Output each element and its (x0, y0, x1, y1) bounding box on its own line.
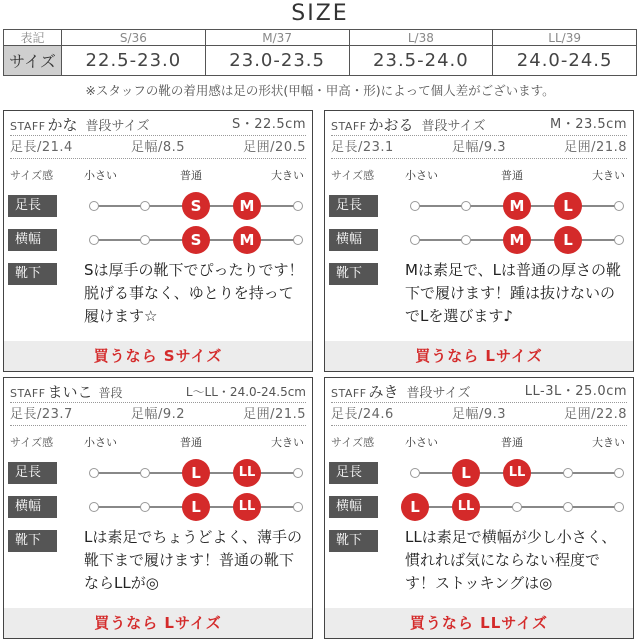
scale-tick (461, 201, 471, 211)
regular-size-value: L～LL・24.0-24.5cm (185, 385, 306, 399)
foot-width: 足幅/9.3 (451, 407, 507, 422)
scale-tick (293, 468, 303, 478)
fit-note: ※スタッフの靴の着用感は足の形状(甲幅・甲高・形)によって個人差がございます。 (85, 83, 555, 98)
scale-tick (614, 468, 624, 478)
size-marker: LL (503, 459, 531, 487)
scale-tick (461, 235, 471, 245)
socks-row-label: 靴下 (329, 530, 378, 552)
scale-small-label: 小さい (405, 169, 438, 182)
size-cell: 22.5-23.0 (62, 46, 206, 76)
scale-tick (140, 502, 150, 512)
scale-tick (89, 235, 99, 245)
width-fit-track (410, 498, 619, 516)
scale-small-label: 小さい (405, 436, 438, 449)
foot-length: 足長/21.4 (10, 140, 73, 155)
staff-name: かな (47, 116, 78, 134)
width-fit-track (94, 498, 298, 516)
regular-size-value: S・22.5cm (231, 117, 306, 132)
foot-girth: 足囲/21.5 (243, 407, 306, 422)
width-fit-track (94, 231, 298, 249)
header-cell: S/36 (62, 30, 206, 46)
fit-label: サイズ感 (331, 169, 375, 182)
fit-scale-header (10, 165, 306, 185)
scale-tick (293, 201, 303, 211)
scale-standard-label: 普通 (180, 169, 202, 182)
foot-length: 足長/23.1 (331, 140, 394, 155)
size-marker: L (452, 459, 480, 487)
width-fit-track (415, 231, 619, 249)
socks-row-label: 靴下 (8, 530, 57, 552)
regular-size-label: 普段サイズ (406, 386, 471, 401)
scale-small-label: 小さい (84, 436, 117, 449)
foot-length: 足長/23.7 (10, 407, 73, 422)
scale-large-label: 大きい (592, 436, 625, 449)
scale-tick (614, 235, 624, 245)
socks-row-label: 靴下 (329, 263, 378, 285)
size-marker: M (503, 226, 531, 254)
fit-label: サイズ感 (10, 169, 54, 182)
size-marker: L (182, 493, 210, 521)
foot-width: 足幅/8.5 (130, 140, 186, 155)
regular-size-value: M・23.5cm (550, 117, 627, 132)
header-cell: M/37 (205, 30, 349, 46)
staff-header (331, 381, 627, 403)
scale-tick (89, 201, 99, 211)
length-fit-track (94, 197, 298, 215)
staff-card (324, 110, 634, 372)
regular-size-value: LL-3L・25.0cm (524, 384, 627, 399)
scale-tick (614, 502, 624, 512)
fit-scale-header (331, 165, 627, 185)
scale-standard-label: 普通 (501, 436, 523, 449)
scale-tick (89, 502, 99, 512)
scale-tick (563, 468, 573, 478)
length-row-label: 足長 (329, 195, 378, 217)
staff-name: かおる (368, 116, 414, 134)
scale-large-label: 大きい (592, 169, 625, 182)
scale-tick (614, 201, 624, 211)
length-fit-track (415, 464, 619, 482)
size-cell: 23.5-24.0 (349, 46, 493, 76)
foot-width: 足幅/9.3 (451, 140, 507, 155)
length-fit-track (94, 464, 298, 482)
size-table (3, 29, 637, 76)
fit-scale-header (331, 432, 627, 452)
scale-standard-label: 普通 (501, 169, 523, 182)
foot-girth: 足囲/20.5 (243, 140, 306, 155)
scale-tick (293, 502, 303, 512)
scale-tick (563, 502, 573, 512)
staff-card (3, 377, 313, 639)
scale-large-label: 大きい (271, 169, 304, 182)
foot-girth: 足囲/21.8 (564, 140, 627, 155)
staff-label: STAFF (331, 120, 367, 133)
staff-name: みき (368, 383, 399, 401)
staff-card (324, 377, 634, 639)
foot-measurements (10, 404, 306, 426)
header-label: 表記 (4, 30, 62, 46)
staff-comment: Sは厚手の靴下でぴったりです！脱げる事なく、ゆとりを持って履けます☆ (84, 261, 304, 325)
foot-girth: 足囲/22.8 (564, 407, 627, 422)
size-marker: S (182, 192, 210, 220)
width-row-label: 横幅 (329, 496, 378, 518)
scale-tick (140, 201, 150, 211)
length-row-label: 足長 (8, 195, 57, 217)
size-marker: M (233, 226, 261, 254)
scale-standard-label: 普通 (180, 436, 202, 449)
socks-row-label: 靴下 (8, 263, 57, 285)
recommendation-banner: 買うなら Lサイズ (325, 341, 633, 371)
size-cell: 23.0-23.5 (205, 46, 349, 76)
staff-label: STAFF (10, 387, 46, 400)
size-header-row (4, 30, 637, 46)
header-cell: LL/39 (493, 30, 637, 46)
fit-scale-header (10, 432, 306, 452)
header-cell: L/38 (349, 30, 493, 46)
scale-large-label: 大きい (271, 436, 304, 449)
foot-measurements (10, 137, 306, 159)
foot-measurements (331, 137, 627, 159)
staff-header (10, 114, 306, 136)
recommendation-banner: 買うなら Lサイズ (4, 608, 312, 638)
size-marker: L (182, 459, 210, 487)
foot-length: 足長/24.6 (331, 407, 394, 422)
scale-tick (512, 502, 522, 512)
regular-size-label: 普段サイズ (85, 119, 150, 134)
scale-tick (293, 235, 303, 245)
size-marker: LL (452, 493, 480, 521)
size-marker: L (554, 192, 582, 220)
size-value-row (4, 46, 637, 76)
scale-tick (89, 468, 99, 478)
staff-comment: LLは素足で横幅が少し小さく、慣れれば気にならない程度です！ストッキングは◎ (405, 528, 617, 592)
staff-label: STAFF (331, 387, 367, 400)
foot-measurements (331, 404, 627, 426)
fit-label: サイズ感 (10, 436, 54, 449)
size-cell: 24.0-24.5 (493, 46, 637, 76)
size-label: サイズ (4, 46, 62, 76)
scale-tick (140, 235, 150, 245)
size-marker: L (401, 493, 429, 521)
length-row-label: 足長 (329, 462, 378, 484)
staff-card (3, 110, 313, 372)
scale-tick (140, 468, 150, 478)
size-marker: S (182, 226, 210, 254)
scale-tick (410, 235, 420, 245)
staff-header (10, 381, 306, 403)
size-marker: LL (233, 459, 261, 487)
scale-small-label: 小さい (84, 169, 117, 182)
scale-tick (410, 201, 420, 211)
foot-width: 足幅/9.2 (130, 407, 186, 422)
width-row-label: 横幅 (329, 229, 378, 251)
staff-comment: Lは素足でちょうどよく、薄手の靴下まで履けます！普通の靴下ならLLが◎ (84, 528, 303, 592)
scale-tick (410, 468, 420, 478)
length-fit-track (415, 197, 619, 215)
length-row-label: 足長 (8, 462, 57, 484)
width-row-label: 横幅 (8, 229, 57, 251)
page-title: SIZE (291, 1, 349, 26)
staff-header (331, 114, 627, 136)
fit-label: サイズ感 (331, 436, 375, 449)
width-row-label: 横幅 (8, 496, 57, 518)
size-marker: L (554, 226, 582, 254)
regular-size-label: 普段 (98, 386, 123, 400)
staff-comment: Mは素足で、Lは普通の厚さの靴下で履けます！踵は抜けないのでLを選びます♪ (405, 261, 622, 325)
recommendation-banner: 買うなら LLサイズ (325, 608, 633, 638)
size-marker: LL (233, 493, 261, 521)
recommendation-banner: 買うなら Sサイズ (4, 341, 312, 371)
regular-size-label: 普段サイズ (421, 119, 486, 134)
size-marker: M (503, 192, 531, 220)
staff-label: STAFF (10, 120, 46, 133)
size-marker: M (233, 192, 261, 220)
staff-name: まいこ (47, 383, 93, 401)
